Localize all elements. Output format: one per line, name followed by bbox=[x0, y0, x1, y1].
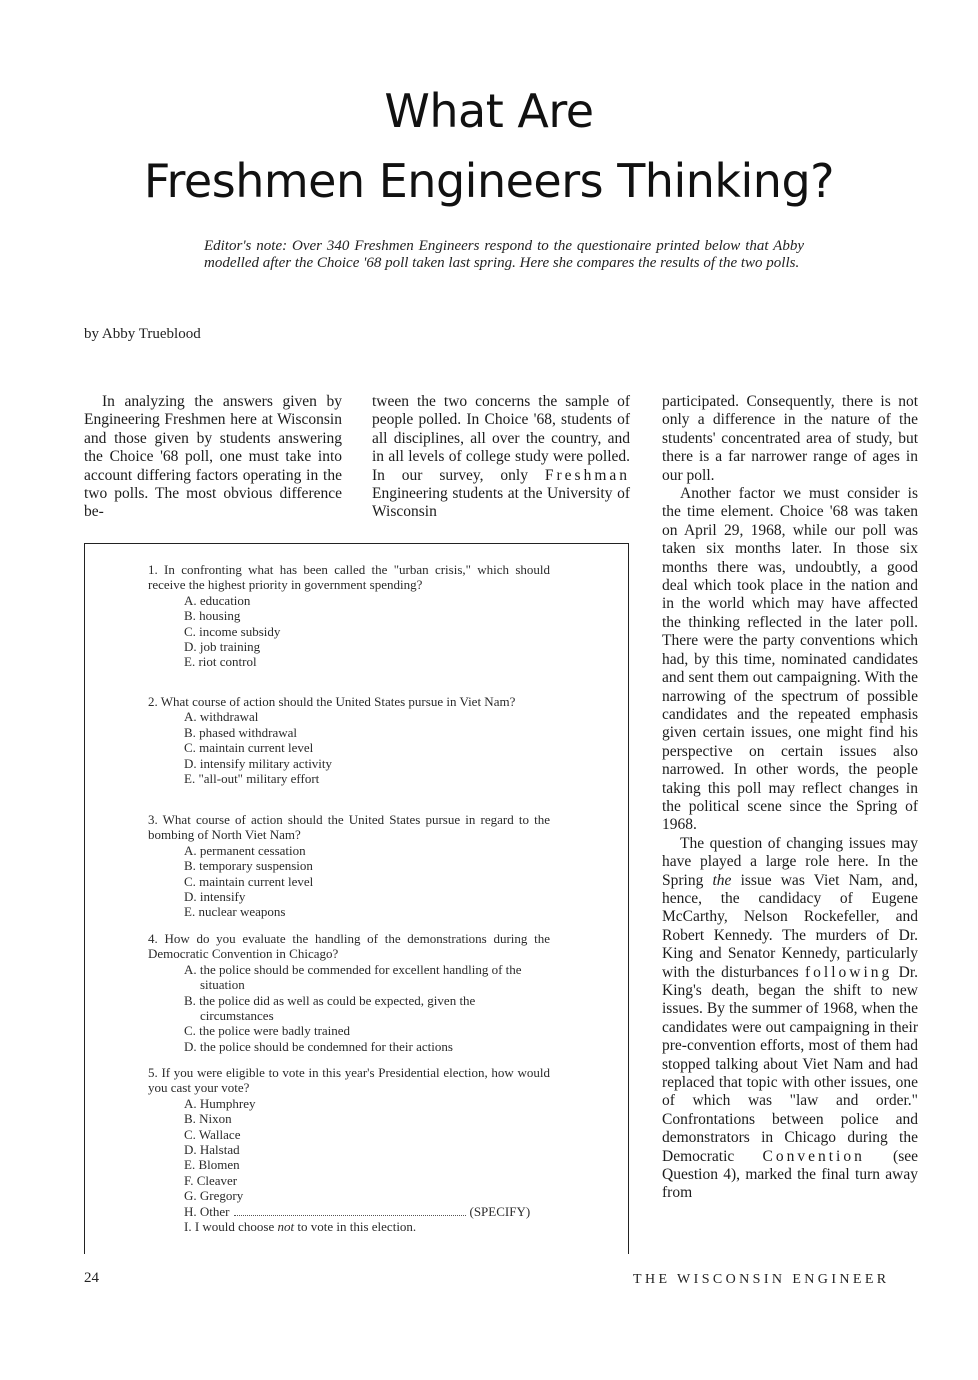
question-stem: 4. How do you evaluate the handling of the demonstrations during the Democratic Convention in Chicago? bbox=[148, 931, 550, 962]
byline: by Abby Trueblood bbox=[84, 326, 201, 342]
question-option-abstain: I. I would choose not to vote in this election. bbox=[184, 1219, 417, 1235]
question-option: D. job training bbox=[184, 639, 261, 655]
question-option: B. Nixon bbox=[184, 1111, 232, 1127]
question-option: D. intensify bbox=[184, 889, 246, 905]
question-stem: 2. What course of action should the United States pursue in Viet Nam? bbox=[148, 694, 516, 709]
question-option: E. "all-out" military effort bbox=[184, 771, 320, 787]
question-option: C. maintain current level bbox=[184, 873, 314, 889]
question-option: C. the police were badly trained bbox=[184, 1023, 351, 1039]
question-option: A. education bbox=[184, 592, 251, 608]
question-option: B. phased withdrawal bbox=[184, 724, 298, 740]
col2-paragraph: tween the two concerns the sample of people polled. In Choice '68, students of all disciplines, all over the country, and in all levels of college study were polled. In our survey, only Freshman Engineering students at the University of Wisconsin bbox=[372, 393, 631, 521]
question-option-other: H. Other (SPECIFY) bbox=[184, 1203, 531, 1219]
editor-note: Editor's note: Over 340 Freshmen Engineers respond to the questionaire printed below that Abby modelled after the Choice '68 poll taken last spring. Here she compares the results of the two polls. bbox=[204, 238, 804, 271]
question-option: A. the police should be commended for excellent handling of the situation bbox=[184, 961, 522, 993]
title-line-1: What Are bbox=[384, 84, 594, 138]
question-stem: 3. What course of action should the United States pursue in regard to the bombing of North Viet Nam? bbox=[148, 812, 550, 843]
question-option: C. maintain current level bbox=[184, 740, 314, 756]
question-option: E. Blomen bbox=[184, 1157, 240, 1173]
question-option: C. Wallace bbox=[184, 1126, 241, 1142]
question-option: B. the police did as well as could be expected, given the circumstances bbox=[184, 992, 476, 1024]
question-option: B. temporary suspension bbox=[184, 858, 313, 874]
question-option: F. Cleaver bbox=[184, 1172, 238, 1188]
question-3 bbox=[148, 812, 550, 920]
question-2 bbox=[148, 694, 550, 786]
article-column-1 bbox=[84, 393, 342, 522]
magazine-name: THE WISCONSIN ENGINEER bbox=[633, 1272, 890, 1287]
question-option: G. Gregory bbox=[184, 1188, 244, 1204]
question-option: A. withdrawal bbox=[184, 709, 259, 725]
dotted-leader bbox=[234, 1205, 466, 1216]
col3-paragraph-2: Another factor we must consider is the time element. Choice '68 was taken on April 29, 1968, while our poll was taken six months later. In those six months there was, undoubtly, a good deal which took place in the nation and in the world which may have affected the thinking reflected in the later poll. There were the party conventions which had, by this time, nominated candidates and sent them out campaigning. With the narrowing of the spectrum of possible candidates and the repeated emphasis given certain issues, one might find his perspective on certain issues also narrowed. In other words, the people taking this poll may reflect changes in the political scene since the Spring of 1968. bbox=[662, 485, 918, 834]
col3-paragraph-1: participated. Consequently, there is not only a difference in the nature of the students' concentrated area of study, but there is a far narrower range of ages in our poll. bbox=[662, 393, 918, 484]
question-4 bbox=[148, 931, 550, 1054]
question-option: D. Halstad bbox=[184, 1142, 240, 1158]
question-option: E. nuclear weapons bbox=[184, 904, 286, 920]
question-stem: 1. In confronting what has been called the "urban crisis," which should receive the highest priority in government spending? bbox=[148, 562, 550, 593]
article-column-3 bbox=[662, 393, 918, 1203]
question-option: D. intensify military activity bbox=[184, 755, 333, 771]
question-1 bbox=[148, 562, 550, 670]
col1-paragraph: In analyzing the answers given by Engineering Freshmen here at Wisconsin and those given by students answering the Choice '68 poll, one must take into account differing factors operating in the two polls. The most obvious difference be- bbox=[84, 393, 342, 521]
question-5 bbox=[148, 1065, 550, 1234]
question-option: A. Humphrey bbox=[184, 1095, 256, 1111]
page-number: 24 bbox=[84, 1270, 99, 1286]
question-option: E. riot control bbox=[184, 654, 257, 670]
col3-paragraph-3: The question of changing issues may have played a large role here. In the Spring the issue was Viet Nam, and, hence, the candidacy of Eugene McCarthy, Nelson Rockefeller, and Robert Kennedy. The murders of Dr. King and Senator Kennedy, particularly with the disturbances following Dr. King's death, began the shift to new issues. By the summer of 1968, when the candidates were out campaigning in their pre-convention efforts, most of them had stopped talking about Viet Nam and had replaced that topic with other issues, one of which was "law and order." Confrontations between police and demonstrators in Chicago during the Democratic Convention (see Question 4), marked the final turn away from bbox=[662, 834, 919, 1202]
article-column-2 bbox=[372, 393, 630, 522]
question-option: C. income subsidy bbox=[184, 623, 281, 639]
question-option: B. housing bbox=[184, 608, 241, 624]
question-option: A. permanent cessation bbox=[184, 842, 306, 858]
question-option: D. the police should be condemned for their actions bbox=[184, 1038, 453, 1054]
question-stem: 5. If you were eligible to vote in this year's Presidential election, how would you cast your vote? bbox=[148, 1065, 550, 1096]
title-line-2: Freshmen Engineers Thinking? bbox=[143, 154, 835, 208]
